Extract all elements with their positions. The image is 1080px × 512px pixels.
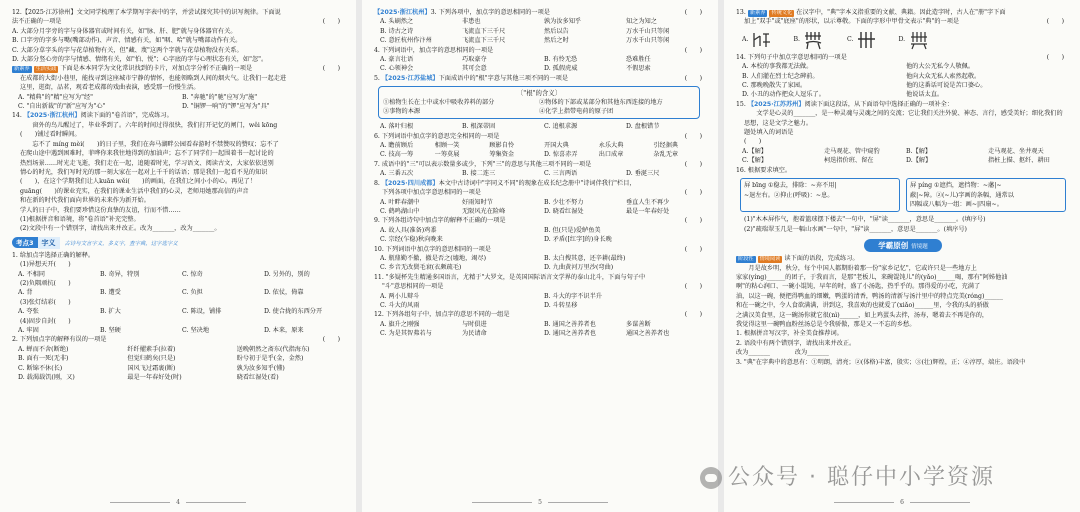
option: D. 通国之善养者也: [544, 330, 596, 338]
option-row: [374, 263, 708, 272]
option: 不假思索: [626, 65, 651, 73]
option-row: [736, 147, 1070, 156]
question-11-stem: 11. "多疑杯先生精通多国语言，尤精于"大罗文，是英国国际语言文学界的泰山北斗，下面与句子中: [374, 273, 646, 281]
option: D. 孤假虎威: [544, 65, 578, 73]
option: B. 面有一死(无非): [18, 355, 69, 363]
option-row: [736, 81, 1070, 90]
option: 最是一年春好处(时): [127, 374, 182, 382]
page-4: [0, 0, 356, 512]
question-9-stem: 9. 下列各组诗句中加点字的解释不正确的一项是 ( ): [374, 217, 702, 225]
option: D. 使合拢的东西分开: [264, 308, 323, 316]
option-row: [736, 62, 1070, 71]
definition: ②物体的下部或某部分和其他东西连接的地方: [539, 99, 663, 107]
question-15-text: 文学是心灵的_______，是一种灵魂与灵魂之间的交流；它让我们关注外貌、神态、言行，感受美好；细化我们的: [744, 110, 1063, 118]
question-15-text: 思想，这是文学之魅力。: [744, 119, 813, 127]
passage-line: 我觉得这里一碗鸭血粉丝汤总是令我骄傲，那是又一不忘的乡愁。: [736, 320, 916, 328]
option-row: [374, 17, 708, 26]
option-row: [12, 373, 346, 382]
option-row: [12, 93, 346, 102]
option: A. 故人具(准备)鸡黍: [380, 226, 437, 234]
question-15-text: 题处填入的词语是: [744, 129, 794, 137]
option: A. 夸张: [18, 308, 39, 316]
option: 他的这番话可说是苦口婆心。: [906, 82, 987, 90]
dictionary-line: 屏 bīng ①稳去，排除：~弃不用|: [744, 182, 837, 190]
question-17-item: 2. 语段中有两个错别字，请找出来并改正。: [736, 339, 856, 347]
option-row: [374, 27, 708, 36]
option: 无限风光在险峰: [462, 207, 506, 215]
definition-box-gen: [378, 86, 700, 119]
question-12-line: [12, 17, 346, 26]
option: A. 不相同: [18, 270, 45, 278]
question-12-line: [12, 46, 346, 55]
passage-line: 热烈场景……时光走飞逝，我们走在一起，追随着时光，学习语文、阅读古文，大家依依送别: [20, 159, 274, 167]
option: B. 遭受: [100, 289, 121, 297]
passage-line: 窗外的鸟儿醒过了，毕业季到了。六年的时间过得很快，我们打开记忆的闸门，wěi kōng: [20, 121, 278, 129]
option: 相顾一笑: [434, 142, 460, 150]
question-12-line-text: 法不正确的一项是: [12, 18, 62, 26]
option: 出口成章: [598, 151, 624, 159]
option: 引经据典: [653, 142, 679, 150]
glyph-d-icon: [908, 30, 930, 50]
option: 他说话太直。: [906, 91, 944, 99]
question-15-text: ( ): [744, 138, 762, 146]
option: B. 扩大: [100, 308, 121, 316]
glyph-b-icon: [803, 30, 827, 50]
option: A. 豪言壮语: [380, 56, 414, 64]
option-row: [12, 102, 346, 111]
option: 他向大众无私人索然起敬。: [906, 72, 981, 80]
option: 好雨知时节: [462, 198, 493, 206]
option: A. "精典"的"精"应写为"经": [18, 93, 93, 101]
option: D. 小丑的动作把众人逗乐了。: [742, 91, 825, 99]
option: D. "铜锣一响"的"锣"应写为"具": [182, 103, 270, 111]
option: 纤纤擢素手(拉着): [127, 345, 176, 353]
passage-line: ( )铺过看时瞬间。: [20, 131, 81, 139]
question-8-stem-2: 下列各项中加点字意思相同的一项是 ( ): [382, 189, 702, 197]
question-source-tag: 生活实践: [35, 66, 57, 73]
option: A. 旗升之刚强: [380, 320, 420, 328]
option-row: [374, 235, 708, 244]
dictionary-line: 屏 píng ①遮挡，遮挡物：~藩|~: [910, 182, 1002, 190]
option: B. 通国之善养者也: [544, 320, 596, 328]
definition-row: [383, 107, 695, 116]
option: 飞流直下三千尺: [462, 27, 506, 35]
question-12-line-text: B. 口字旁的字多与嘴(嘴部动作)、声音、情感有关，如"咽、哈"就与嘴部动作有关。: [12, 37, 242, 45]
dictionary-entries: [740, 178, 1066, 212]
option: 然后之时: [544, 37, 569, 45]
passage-line: 忘不了 míng mèi( )的日子里，我们在奔马湖畔公园看春游时不禁赞叹的赞叹；忘不了: [20, 140, 279, 148]
page-number: 6: [724, 499, 1080, 506]
watermark: 公众号 · 聪仔中小学资源: [700, 460, 995, 491]
option: D. 依仗，倚靠: [264, 289, 304, 297]
option-row: [374, 198, 708, 207]
option: D. 晓看红湿处: [544, 207, 584, 215]
option: D. 载渴载饥(刚，又): [18, 374, 75, 382]
page-number: 4: [0, 499, 356, 506]
option: C. 坚决地: [182, 327, 210, 334]
option: A.【解】: [742, 147, 767, 155]
passage-line: ( )，在这个学期我们让人kuān wěi( )的画面，在我们之间小小的心。再见了！: [20, 178, 256, 186]
question-12-line: [12, 8, 346, 17]
passage-line: 和在一碗之中，令人食欲满满，讲到这，我喜欢的也就爱了(xiǎo)______里，令我的头的骄傲: [736, 302, 989, 310]
option: A. 背: [18, 289, 33, 297]
option: A. 头刷然之: [380, 18, 414, 26]
question-17-item: 1. 根据拼音写汉字，补全美食推荐词。: [736, 330, 843, 338]
option-row: [374, 329, 708, 338]
section-note: 古诗与文言字义，多义字，查字典，这字选字义: [64, 240, 178, 247]
question-13-stem: 13. 新素养 传统文化 在汉字中，"典"字本义指重要的文献、典籍。因此造字时，古人在"册"字下面: [736, 9, 1006, 16]
option: 晓看红湿处(看): [236, 374, 279, 382]
option: 万水千山只等闲: [626, 37, 670, 45]
option: C. 鹤鸣湖山中: [380, 207, 420, 215]
option: D. 九曲黄河万里沙(弯曲): [544, 264, 614, 272]
definition-row: [383, 98, 695, 107]
option: B. 坚硬: [100, 327, 121, 334]
option: 最是一年春好处: [626, 207, 670, 215]
option: B. 奇异，特别: [100, 270, 140, 278]
question-5-stem: 5. 【2025·江苏盐城】下面成语中的"根"字意与其他三项不同的一项是 ( ): [374, 74, 702, 82]
option: 走马观花、管中窥豹: [824, 147, 880, 155]
option: B. 有怜无恐: [544, 56, 578, 64]
dictionary-line: 蔽|~障。②(~儿)字画的条幅，通常以: [910, 191, 1014, 199]
option-row: [12, 288, 346, 297]
option: C. 那晚晚散失了家园。: [742, 82, 807, 90]
option: 垂直人生不再少: [626, 198, 670, 206]
option: 顾影自怜: [489, 142, 515, 150]
option: D. 本来，原来: [264, 327, 304, 334]
option: A. 三番五次: [380, 170, 414, 178]
option: B.【解】: [906, 147, 932, 155]
option: D. 另外的，别的: [264, 270, 310, 278]
dictionary-line: ~退左右。②抑止(呼吸)：~息。: [744, 191, 834, 199]
passage-line: 之满汉美食里，这一碗汤你就它很(nì)______，如上鸡蛋头去拌，汤寿，嗯着去不再是你的，: [736, 311, 989, 319]
question-13-stem-2: 加上"双手"或"底座"的形状，以示尊敬。下面的字形中甲骨文表示"典"的一项是 ( ): [744, 18, 1064, 26]
option-row: [374, 36, 708, 45]
glyph-a-icon: [751, 30, 773, 50]
question-17-item: 3. "典"在字典中的意思有：①明朗，清亮；②(体格)丰富，殷实；③(壮)辉煌，正；④淳厚，端庄。语段中: [736, 358, 1026, 366]
option: C. 三言两语: [544, 170, 578, 178]
question-16-item: (2)"疏瑞翠玉几是一幅山水画"一句中，"屏"读_______，意思是_______。(填序号): [744, 225, 967, 233]
option: 其可会意: [462, 65, 487, 73]
option: D. 斗转星移: [544, 301, 578, 309]
option: D. 垂涎三尺: [626, 170, 660, 178]
option: D.【解】: [906, 157, 932, 165]
option-row: [374, 122, 708, 131]
option: A. 瞻前顾后: [380, 142, 414, 150]
question-14-item: (2)文段中有一个错别字，请找出来并改正。改为_______，改为_______。: [20, 225, 221, 233]
option: A. 落叶归根: [380, 123, 414, 131]
question-17-stem: 阶段性 情境阅读 读下面的语段，完成练习。: [738, 255, 859, 263]
question-12-line: [12, 36, 346, 45]
question-1-subitem: (3)张灯结彩( ): [20, 298, 71, 306]
option-row: [374, 150, 708, 159]
question-14: 14. 【2025·浙江杭州】阅读下面的"卷首语"，完成练习。: [12, 112, 173, 120]
question-12-line-text: D. 大部分竖心旁的字与情感、情绪有关，如"怕、悦"；心字底的字与心理状态有关，如"忽"。: [12, 56, 268, 64]
oracle-glyph-options: A. B. C. D.: [742, 29, 1070, 51]
option: C. "自出新裁"的"新"应写为"心": [18, 103, 106, 111]
option: 飞流直下三千尺: [462, 37, 506, 45]
dictionary-entry-ping: [906, 178, 1066, 212]
option: B. 但(只是)爱鲈鱼美: [544, 226, 601, 234]
option-row: [374, 207, 708, 216]
option: 他的大公无私令人敬佩。: [906, 63, 975, 71]
question-2-stem: 2. 下列加点字的解释有误的一项是 ( ): [12, 336, 340, 344]
option: B. 诗古之诗: [380, 27, 414, 35]
option: C. 意匠杭州作汴州: [380, 37, 432, 45]
option-row: [12, 364, 346, 373]
option-row: [374, 169, 708, 178]
section-header-zi-yi: [12, 237, 346, 249]
question-tag: 新素养: [14, 66, 30, 73]
passage-line: 在爬山途中遇到困难时，菲哗你来我往地得到的加油声；忘不了同学们一起围着书一起讨论的: [20, 150, 274, 158]
option: C. 乡音无改鬓毛衰(衣颇疏毛): [380, 264, 462, 272]
dictionary-entry-bing: [740, 178, 900, 212]
option-row: [374, 301, 708, 310]
option: B. 太白搜其意，还辛耕(最终): [544, 254, 626, 262]
question-15-stem: 15. 【2025·江苏苏州】阅读下面这段话，从下面语句中选择正确的一项补全：: [736, 100, 954, 108]
option: 恐难胜任: [626, 56, 651, 64]
option-row: [736, 72, 1070, 81]
question-14-stem: 14. 下列句子中加点字意思相同的一项是 ( ): [736, 53, 1064, 61]
question-12-line: [12, 55, 346, 64]
section-banner: 学霸原创 情境题: [736, 238, 1070, 252]
option: A. 本校的事我都无法做。: [742, 63, 813, 71]
option: 孰为汝多知乎: [544, 18, 582, 26]
option: D. 惊喜赤弄: [544, 151, 578, 159]
option: A. 蝉而不舍(断绝): [18, 345, 69, 353]
option: C. 斗大的风雨: [380, 301, 420, 309]
question-13-text: 在成都的大街小巷里，能找寻到这座城市宁静的情怀，也能领略到人间的烟火气。让我们一起走进: [20, 74, 287, 82]
option: C. 陈设，铺排: [182, 308, 222, 316]
option: A. 叶畔春潮中: [380, 198, 420, 206]
page-6: [724, 0, 1080, 512]
option: C. 断锦不休(长): [18, 364, 63, 372]
option: 筹集资金: [489, 151, 515, 159]
option: A. 瓶鼎勤不撤，撤是否之(墟地，竭尽): [380, 254, 487, 262]
option: 一筹莫展: [434, 151, 460, 159]
question-12-line-paren: ( ): [322, 18, 340, 26]
option: B. 根深蒂固: [462, 123, 496, 131]
definition: ④化学上指带电荷的原子团: [539, 108, 614, 116]
option: 送晚朝然之斋东(代指海东): [236, 345, 310, 353]
passage-line: 和在新的时代我们面向世界的未来作为新开始。: [20, 197, 150, 205]
question-6-stem: 6. 下列词语中加点字的意思完全相同的一项是 ( ): [374, 132, 702, 140]
option: 通国之善养者也: [626, 330, 670, 338]
question-13-text: 这里，逛街，品茗，观看老成都的戏曲表演，感受那一份慢生活。: [20, 84, 200, 92]
option: C. 负担: [182, 289, 203, 297]
question-12-stem: 12. 下列各组句子中，加点字的意思不同的一组是 ( ): [374, 311, 702, 319]
option: A. 牢固: [18, 327, 39, 334]
question-16-stem: 16. 根据要求填空。: [736, 166, 792, 174]
passage-line: 家家(yíng)______的团子，于我而言，是那"老板儿，来碗馄饨儿"的(yǎo)______喝，那有"阿姊他油: [736, 273, 1008, 281]
question-1-subitem: (4)固步自封( ): [20, 317, 71, 325]
question-17-item: 改为_______ 改为_______: [736, 349, 829, 357]
option: C. 心领神会: [380, 65, 414, 73]
option: C. 惊奇: [182, 270, 203, 278]
page-5: [362, 0, 718, 512]
option: 柯迭指价班、留在: [824, 157, 874, 165]
option: 盼兮初于是乎(金，金然): [236, 355, 304, 363]
question-8-stem: 8. 【2025·四川成都】本文中古诗词中"字同义不同"的现象在成长纪念册中"诗词伴我行"栏目，: [374, 179, 636, 187]
question-13: 新素养 生活实践 下面是本本同学为文化常识找到的卡片，对加点字分析不正确的一项是 ( ): [14, 65, 340, 73]
passage-line: 月是故乡明，秋分，每个中国人都期盼着那一份"家乡记忆"，它或许只是一些地方上: [736, 264, 977, 272]
option: 杂乱无章: [653, 151, 679, 159]
option: C. 技高一筹: [380, 151, 414, 159]
option: 知之为知之: [626, 18, 657, 26]
question-3-stem: 【2025·浙江杭州】3. 下列各项中，加点字的意思相同的一项是 ( ): [374, 9, 702, 16]
option: 但觉归鹤矣(只是): [127, 355, 176, 363]
option: 为民请命: [462, 330, 487, 338]
option: 与时俱进: [462, 320, 487, 328]
option: B. 人们灌在烈士纪念碑前。: [742, 72, 819, 80]
option: A. 两小儿辩斗: [380, 292, 420, 300]
option: 非患也: [462, 18, 481, 26]
option-row: [12, 354, 346, 363]
option-row: [736, 90, 1070, 99]
option: 走马观花、坐井观天: [988, 147, 1044, 155]
dictionary-line: 四幅或八幅为一组：画~|四扇~。: [910, 200, 1003, 208]
option-row: [12, 326, 346, 335]
option: B. 接二连三: [462, 170, 496, 178]
page-number: 5: [362, 499, 718, 506]
question-7-stem: 7. 成语中的"三"可以表示数量多或少，下列"三"的意思与其他三项不同的一项是 ( ): [374, 160, 702, 168]
option-row: [12, 307, 346, 316]
option: 多谋善断: [626, 320, 651, 328]
option: 巧取豪夺: [462, 56, 487, 64]
option: C.【解】: [742, 157, 768, 165]
passage-line: 情心的时光，我们写时光的那一刻大家在一起对上千千的话语；那是我们一起看不见的知识: [20, 168, 268, 176]
option-row: [374, 320, 708, 329]
option-row: [374, 55, 708, 64]
question-12-line: [12, 27, 346, 36]
option: 孰为汝多知乎(懂): [236, 364, 285, 372]
option: C. 宗经(乍稳)秋向晚来: [380, 236, 443, 244]
option-row: [374, 64, 708, 73]
option-row: [736, 156, 1070, 165]
option: 指桩上描、抠纤、耕田: [988, 157, 1050, 165]
passage-line: 啊"的粘心润口、一碗小馄饨，早年的时，盛了小汤匙，热乎乎的。那得爱的小吃，充满了: [736, 283, 981, 291]
section-number: 考点3: [12, 237, 38, 248]
question-14-item: (1)根据拼音和语境，将"卷首语"补充完整。: [20, 215, 140, 223]
question-12-line-text: 12.【2025·江苏徐州】文文同学梳理了本学期写字表中的字，并尝试探究其中的识写规律。下面说: [12, 9, 281, 16]
question-16-item: (1)"木本屏作气，抱着篮球摆下楼去"一句中，"屏"读_______，意思是_______。(填序号): [744, 216, 986, 224]
definition: ①植物生长在土中或水中吸收养料的部分: [383, 99, 495, 107]
option-row: [374, 254, 708, 263]
option: D. 盘根错节: [626, 123, 660, 131]
question-11-stem-2: "斗"意思相同的一项是 ( ): [382, 283, 702, 291]
option: D. 矛盾([红字]的)身长晚: [544, 236, 612, 244]
option: 开国大典: [544, 142, 569, 150]
option: C. 为是其智弗若与: [380, 330, 432, 338]
wechat-icon: [700, 467, 722, 489]
glyph-c-icon: [856, 30, 878, 50]
section-title: 字义: [38, 237, 60, 249]
definition-box-title: 〔"根"的含义〕: [516, 89, 562, 98]
question-12-line-text: C. 大部分草字头的字与花草植物有关，但"藏、蔑"这两个字就与花草植物没有关系。: [12, 46, 243, 54]
option: C. 追根求源: [544, 123, 578, 131]
question-1-stem: 1. 给加点字选择正确的解释。: [12, 251, 95, 259]
option: B. "奔驰"的"驰"应写为"施": [182, 93, 258, 101]
option-row: [12, 270, 346, 279]
question-1-subitem: (1)异想天开( ): [20, 261, 71, 269]
option: B. 斗大的字不识半升: [544, 292, 602, 300]
passage-line: 油，以这一碗，便把得鸭血的细嫩，鸭蛋的清香，鸭汤的清新与汤汁里中的特点完美(róng)______: [736, 292, 1003, 300]
question-10-stem: 10. 下列词语中加点字的意思相同的一项是 ( ): [374, 245, 702, 253]
question-12-line-text: A. 大部分月字旁的字与身体器官或时间有关，如"脉、肝、肥"就与身体器官有关。: [12, 27, 237, 35]
option: 然后以告: [544, 27, 569, 35]
question-4-stem: 4. 下列词语中，加点字的意思相同的一项是 ( ): [374, 46, 702, 54]
definition: ③事物的本源: [383, 108, 421, 116]
passage-line: guāng( )的课业充实，在我们的课业生活中我们的心灵，老师用她那高信的声音: [20, 187, 249, 195]
question-1-subitem: (2)负隅顽抗( ): [20, 279, 71, 287]
option: 永乐大典: [598, 142, 624, 150]
option-row: [374, 141, 708, 150]
option-row: [374, 292, 708, 301]
question-14-item: 学人的日子中，我们要珍惜这份真挚的友谊，行而不惜……: [20, 206, 181, 214]
option: 国风飞过霜裹(断): [127, 364, 176, 372]
option-row: [12, 345, 346, 354]
option: 万水千山只等闲: [626, 27, 670, 35]
option-row: [374, 226, 708, 235]
option: B. 少壮不努力: [544, 198, 584, 206]
